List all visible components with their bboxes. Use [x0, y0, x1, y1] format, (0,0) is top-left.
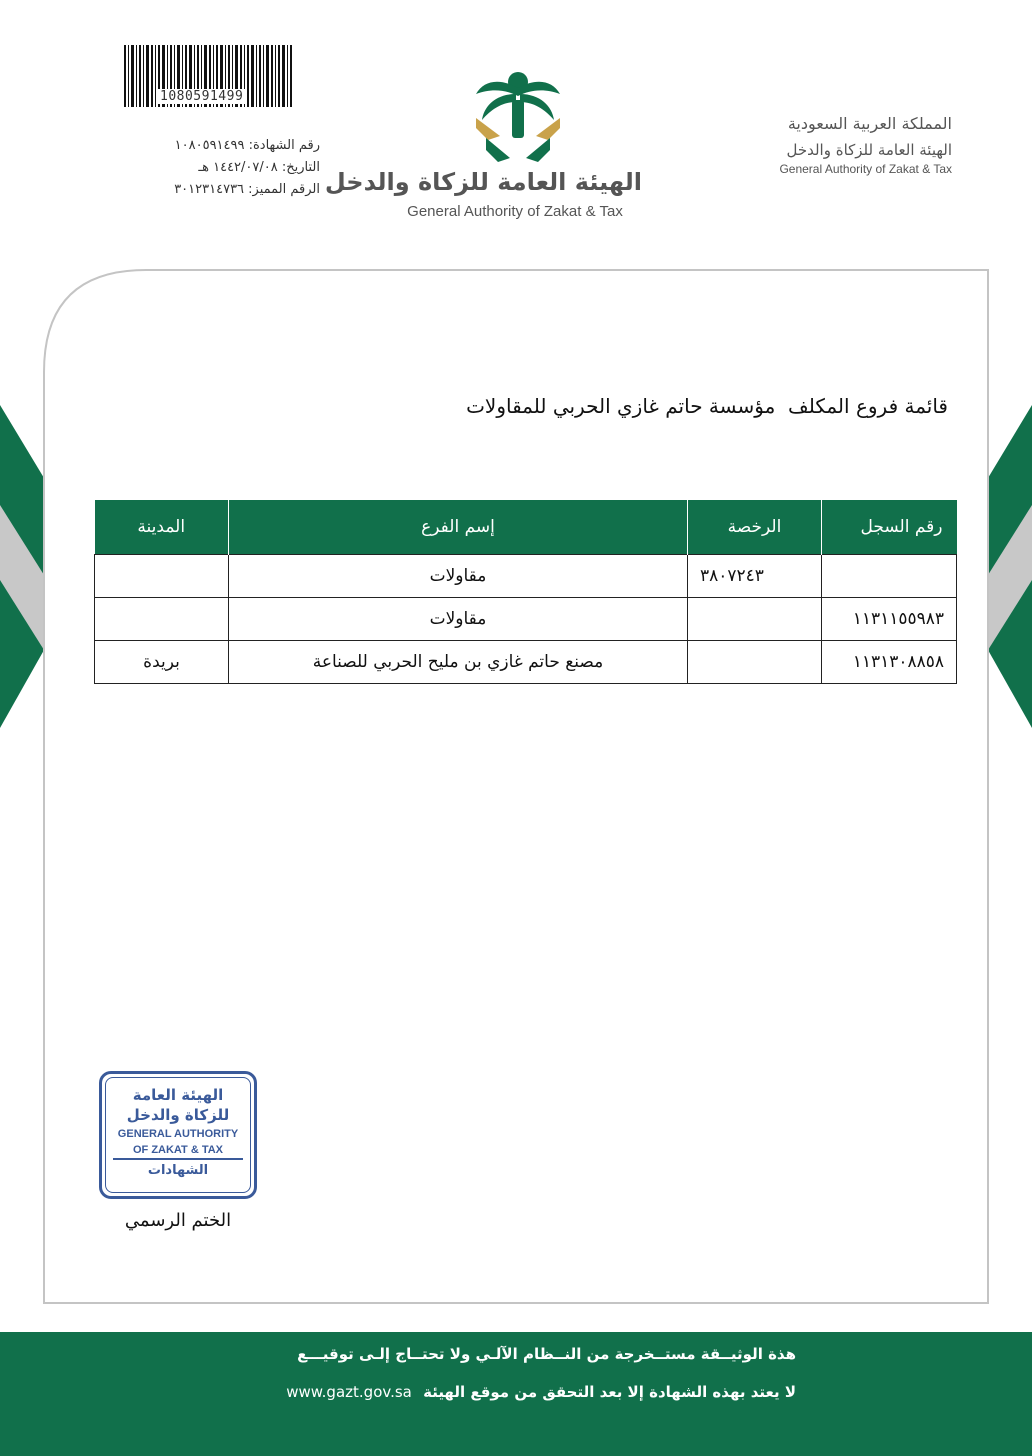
logo-arabic-name: الهيئة العامة للزكاة والدخل — [324, 168, 642, 196]
certificate-info — [140, 135, 320, 201]
stamp-english-line2: OF ZAKAT & TAX — [132, 1144, 224, 1156]
table-row — [95, 598, 957, 641]
official-stamp — [99, 1071, 257, 1199]
branches-table — [94, 500, 957, 684]
cell-city: بريدة — [95, 641, 229, 684]
cell-registration: ١١٣١٣٠٨٨٥٨ — [822, 641, 957, 684]
authority-block — [700, 114, 952, 176]
table-header-row — [95, 500, 957, 555]
cell-registration — [822, 555, 957, 598]
header-branch-name: إسم الفرع — [229, 500, 688, 555]
header-city: المدينة — [95, 500, 229, 555]
header-registration: رقم السجل — [822, 500, 957, 555]
palm-logo-icon — [324, 66, 648, 226]
header-license: الرخصة — [688, 500, 822, 555]
table-row — [95, 555, 957, 598]
cell-branch-name: مقاولات — [229, 598, 688, 641]
stamp-caption: الختم الرسمي — [124, 1210, 232, 1231]
footer-verification-text: لا يعتد بهذه الشهادة إلا بعد التحقق من موقع الهيئة — [423, 1383, 796, 1401]
cell-branch-name: مقاولات — [229, 555, 688, 598]
stamp-english-line1: GENERAL AUTHORITY — [117, 1128, 239, 1140]
certificate-number: رقم الشهادة: ١٠٨٠٥٩١٤٩٩ — [174, 138, 320, 153]
kingdom-name: المملكة العربية السعودية — [787, 114, 952, 133]
footer-verification — [220, 1383, 796, 1401]
footer-notice: هذة الوثيــقة مستــخرجة من النــظام الآلـي ولا تحتــاج إلـى توقيـــع — [297, 1345, 796, 1363]
authority-english: General Authority of Zakat & Tax — [779, 162, 952, 176]
authority-arabic: الهيئة العامة للزكاة والدخل — [786, 141, 952, 159]
stamp-department: الشهادات — [147, 1162, 209, 1178]
certificate-date: التاريخ: ١٤٤٢/٠٧/٠٨ هـ — [198, 160, 320, 175]
document-title: قائمة فروع المكلف مؤسسة حاتم غازي الحربي للمقاولات — [466, 394, 948, 418]
stamp-arabic-line2: للزكاة والدخل — [126, 1106, 230, 1124]
cell-registration: ١١٣١١٥٥٩٨٣ — [822, 598, 957, 641]
cell-license — [688, 641, 822, 684]
stamp-arabic-line1: الهيئة العامة — [132, 1086, 224, 1104]
table-row — [95, 641, 957, 684]
cell-city — [95, 598, 229, 641]
cell-branch-name: مصنع حاتم غازي بن مليح الحربي للصناعة — [229, 641, 688, 684]
cell-license — [688, 598, 822, 641]
stamp-divider — [113, 1158, 243, 1160]
footer-url-link[interactable]: www.gazt.gov.sa — [286, 1383, 412, 1401]
cell-city — [95, 555, 229, 598]
cell-license: ٣٨٠٧٢٤٣ — [688, 555, 822, 598]
unique-number: الرقم المميز: ٣٠١٢٣١٤٧٣٦ — [174, 182, 320, 197]
barcode-number: 1080591499 — [160, 89, 244, 104]
logo-english-name: General Authority of Zakat & Tax — [407, 203, 623, 220]
